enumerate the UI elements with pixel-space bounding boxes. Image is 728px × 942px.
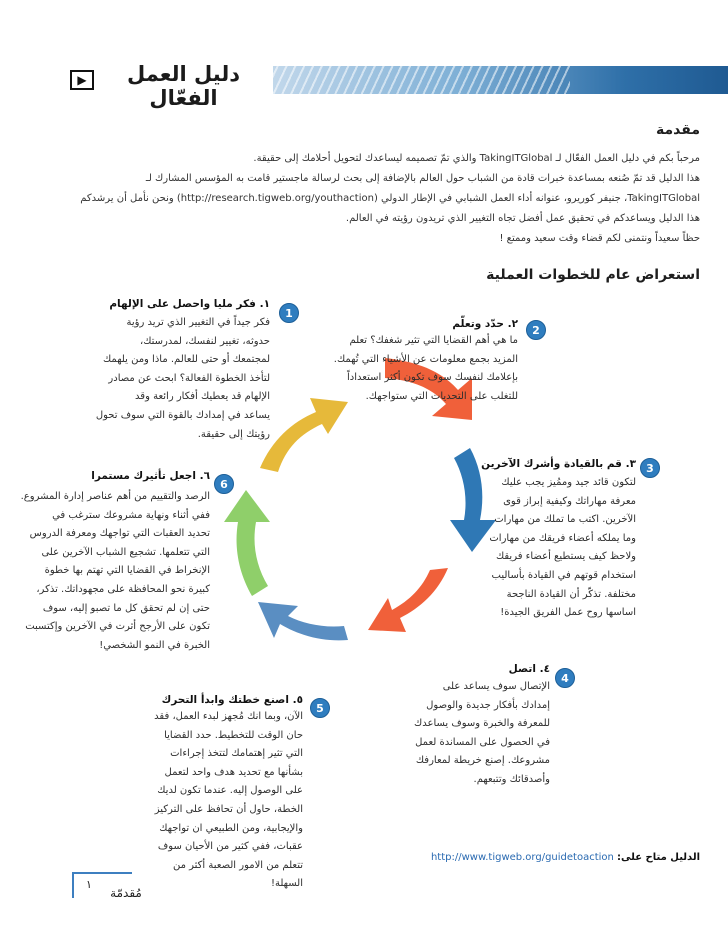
- page-number: ١: [86, 878, 92, 891]
- overview-heading: استعراض عام للخطوات العملية: [486, 267, 700, 283]
- step-line: مختلفة. تذكّر أن القيادة الناجحة: [506, 588, 636, 600]
- step-4-title: ٤. اتصل: [508, 663, 550, 675]
- intro-heading: مقدمة: [656, 122, 700, 138]
- step-line: الخبرة في النمو الشخصي!: [99, 639, 210, 651]
- step-line: لتأخذ الخطوة الفعالة؟ ابحث عن مصادر: [108, 372, 270, 384]
- step-2-title: ٢. حدّد وتعلّم: [452, 318, 518, 330]
- step-number-badge: 1: [279, 303, 299, 323]
- step-line: تحديد العقبات التي تواجهك ومعرفة الدروس: [29, 528, 210, 540]
- guide-title: دليل العمل الفعّال: [126, 62, 241, 110]
- step-line: عقبات، ففي كثير من الأحيان سوف: [157, 841, 303, 853]
- guide-availability-label: الدليل متاح على:: [617, 852, 700, 863]
- step-line: معرفة مهاراتك وكيفية إبراز قوى: [503, 495, 636, 507]
- step-line: رؤيتك إلى حقيقة.: [197, 428, 270, 440]
- header-hatch-pattern: [270, 66, 570, 94]
- step-3-body: [440, 474, 636, 623]
- step-line: بشأنها مع تحديد هدف واحد لتعمل: [164, 766, 303, 778]
- step-line: لمجتمعك أو حتى للعالم. ماذا ومن يلهمك: [102, 354, 270, 366]
- step-4-body: [370, 678, 550, 790]
- step-line: إمدادك بأفكار جديدة والوصول: [426, 699, 550, 711]
- step-number-badge: 5: [310, 698, 330, 718]
- step-line: والإيجابية، ومن الطبيعي ان تواجهك: [159, 822, 303, 834]
- step-line: تكون على الأرجح أثرت في الآخرين وإكتسبت: [25, 621, 210, 633]
- step-line: الرصد والتقييم من أهم عناصر إدارة المشروع.: [20, 491, 210, 502]
- footer-section-name: مُقدمّة: [110, 886, 142, 900]
- step-5-title: ٥. اصنع خطتك وابدأ التحرك: [161, 694, 303, 706]
- step-line: الخطة، حاول أن تحافظ على التركيز: [154, 803, 303, 815]
- step-line: المزيد بجمع معلومات عن الأشياء التي تُهمك.: [333, 353, 518, 365]
- step-line: ولاحظ كيف يستطيع أعضاء فريقك: [495, 551, 636, 563]
- step-line: وما يملكه أعضاء فريقك من مهارات: [489, 532, 636, 544]
- step-line: اساسها روح عمل الفريق الجيدة!: [500, 607, 636, 619]
- intro-line: هذا الدليل قد تمّ صُنعه بمساعدة خبرات قادة من الشباب حول العالم بالإضافة إلى بحث لرسالة ماجستير قامت به المؤسس المشارك لـ: [145, 173, 700, 184]
- step-6-body: [0, 488, 210, 655]
- step-line: الإلهام قد يعطيك أفكار رائعة وقد: [135, 391, 270, 403]
- step-line: ما هي أهم القضايا التي تثير شغفك؟ تعلم: [349, 335, 518, 346]
- step-line: تتعلم من الامور الصعبة أكثر من: [172, 859, 303, 871]
- intro-paragraph: [40, 149, 700, 249]
- step-line: للتغلب على التحديات التي ستواجهك.: [365, 390, 518, 402]
- step-line: في الحصول على المساندة لعمل: [415, 736, 550, 748]
- step-line: ففي أثناء ونهاية مشروعك سترغب في: [52, 509, 210, 521]
- step-line: بإعلامك لنفسك سوف تكون أكثر استعداداً: [347, 372, 518, 384]
- step-line: الآن، وبما انك مُجهز لبدء العمل، فقد: [154, 711, 303, 722]
- step-line: على الوصول إليه. عندما تكون لديك: [157, 785, 303, 797]
- step-line: مشروعك. إصنع خريطة لمعارفك: [415, 755, 550, 767]
- step-number-badge: 6: [214, 474, 234, 494]
- step-number-badge: 4: [555, 668, 575, 688]
- intro-line: مرحباً بكم في دليل العمل الفعّال لـ TakingITGlobal والذي تمّ تصميمه ليساعدك لتحويل أحلامك إلى حقيقة.: [253, 153, 700, 164]
- step-number-badge: 3: [640, 458, 660, 478]
- step-line: التي تثير إهتمامك لتتخذ إجراءات: [170, 748, 303, 760]
- step-6-title: ٦. اجعل تأثيرك مستمرا: [91, 470, 210, 482]
- intro-line: TakingITGlobal، جنيفر كوريرو، عنوانه أداء العمل الشبابي في الإطار الدولي (http://research.tigweb.org/youthaction) ونحن نأمل أن يرشدكم: [80, 193, 700, 204]
- step-line: الإتصال سوف يساعد على: [442, 681, 550, 692]
- step-line: كبيرة نحو المحافظة على مجهوداتك. تذكر،: [36, 583, 210, 595]
- step-line: وأصدقائك وتتبعهم.: [473, 773, 550, 785]
- guide-url-link[interactable]: http://www.tigweb.org/guidetoaction: [430, 852, 614, 863]
- step-number-badge: 2: [526, 320, 546, 340]
- step-3-title: ٣. قم بالقيادة وأشرك الآخرين: [481, 458, 636, 470]
- intro-line: حظاً سعيداً ونتمنى لكم قضاء وقت سعيد وممتع !: [499, 233, 700, 244]
- arrow-left: [224, 490, 270, 596]
- step-line: الإنخراط في القضايا التي تهتم بها خطوة: [44, 565, 210, 577]
- step-1-body: [60, 314, 270, 444]
- step-1-title: ١. فكر مليا واحصل على الإلهام: [109, 298, 270, 310]
- step-line: يساعد في إمدادك بالقوة التي سوف تحول: [95, 409, 270, 421]
- step-line: السهلة!: [270, 878, 303, 890]
- step-line: التي تتعلمها. تشجيع الشباب الآخرين على: [41, 546, 210, 558]
- step-line: حان الوقت للتخطيط. حدد القضايا: [164, 729, 303, 741]
- step-line: حدوثه، تغيير لنفسك، لمدرستك،: [140, 335, 270, 347]
- arrow-bottom-right: [368, 568, 448, 632]
- step-line: حتى إن لم تحقق كل ما تصبو إليه، سوف: [42, 602, 210, 614]
- play-icon[interactable]: ▶: [70, 70, 94, 90]
- intro-line: هذا الدليل ويساعدكم في تحقيق عمل أفضل تجاه التغيير الذي تريدون رؤيته في العالم.: [345, 213, 700, 224]
- guide-availability-row: [370, 852, 700, 863]
- arrow-bottom-left: [258, 602, 348, 640]
- step-2-body: [300, 332, 518, 406]
- step-line: للمعرفة والخبرة وسوف يساعدك: [414, 718, 550, 730]
- step-line: استخدام قوتهم في القيادة بأساليب: [491, 569, 636, 581]
- step-line: الآخرين. اكتب ما تملك من مهارات: [494, 514, 636, 526]
- step-line: لتكون قائد جيد وممُيز يجب عليك: [501, 477, 636, 488]
- step-5-body: [120, 708, 303, 894]
- arrow-top-left: [260, 398, 348, 472]
- step-line: فكر جيداً في التغيير الذي تريد رؤية: [126, 317, 270, 328]
